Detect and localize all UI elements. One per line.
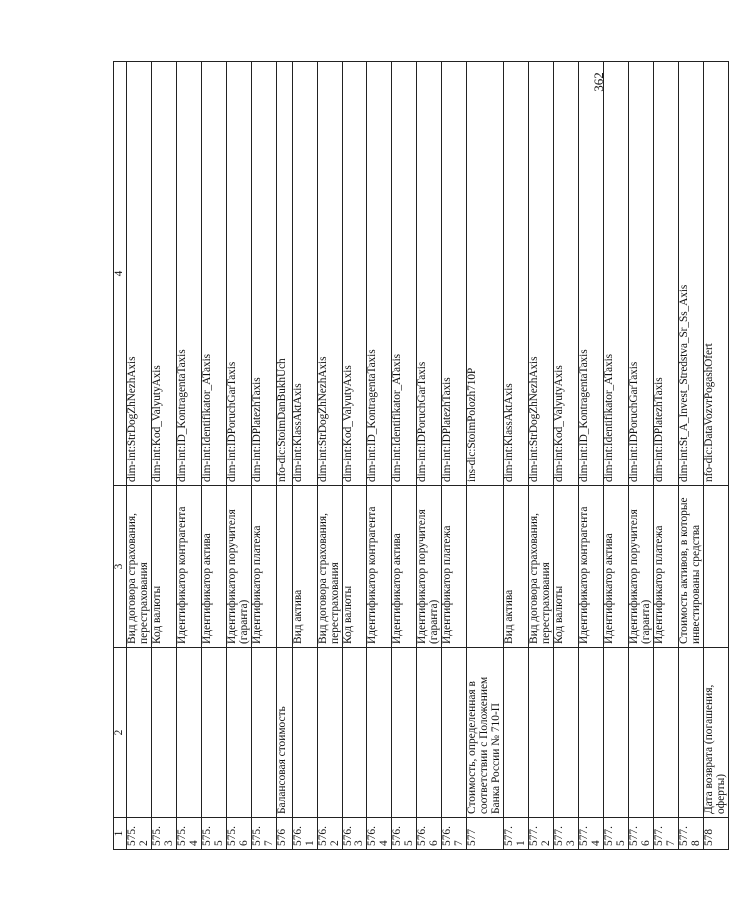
- element-code-cell: dim-int:ID_KontragentaTaxis: [176, 62, 201, 486]
- dimension-name-cell: Вид актива: [504, 486, 529, 648]
- table-row: [529, 62, 554, 850]
- element-code-cell: dim-int:Kod_ValyutyAxis: [554, 62, 579, 486]
- row-number-cell: 577.7: [653, 818, 678, 850]
- table-row: [678, 62, 703, 850]
- element-code-cell: dim-int:StrDogZhNezhAxis: [317, 62, 342, 486]
- indicator-name-cell: [342, 648, 367, 818]
- table-row: [467, 62, 504, 850]
- row-number-cell: 576.2: [317, 818, 342, 850]
- element-code-cell: dim-int:IDPoruchGarTaxis: [417, 62, 442, 486]
- row-number-cell: 577.1: [504, 818, 529, 850]
- table-row: [342, 62, 367, 850]
- table-row: [292, 62, 317, 850]
- element-code-cell: dim-int:IDPoruchGarTaxis: [226, 62, 251, 486]
- row-number-cell: 576.4: [367, 818, 392, 850]
- dimension-name-cell: Вид договора страхования, перестрахования: [529, 486, 554, 648]
- row-number-cell: 576.1: [292, 818, 317, 850]
- dimension-name-cell: [467, 486, 504, 648]
- element-code-cell: dim-int:ID_KontragentaTaxis: [367, 62, 392, 486]
- dimension-name-cell: Идентификатор актива: [201, 486, 226, 648]
- dimension-name-cell: Идентификатор поручителя (гаранта): [226, 486, 251, 648]
- table-row: [151, 62, 176, 850]
- element-code-cell: dim-int:StrDogZhNezhAxis: [529, 62, 554, 486]
- indicator-name-cell: [176, 648, 201, 818]
- table-row: [442, 62, 467, 850]
- table-row: [504, 62, 529, 850]
- dimension-name-cell: Идентификатор поручителя (гаранта): [417, 486, 442, 648]
- row-number-cell: 576.7: [442, 818, 467, 850]
- table-row: [653, 62, 678, 850]
- header-cell: 1: [114, 818, 127, 850]
- dimension-name-cell: [703, 486, 728, 648]
- row-number-cell: 578: [703, 818, 728, 850]
- dimension-name-cell: Идентификатор контрагента: [579, 486, 604, 648]
- dimension-name-cell: Идентификатор актива: [392, 486, 417, 648]
- table-row: [201, 62, 226, 850]
- table-row: [317, 62, 342, 850]
- element-code-cell: nfo-dic:StoimDanBukhUch: [276, 62, 292, 486]
- table-row: [127, 62, 152, 850]
- element-code-cell: dim-int:IDPlatezhTaxis: [442, 62, 467, 486]
- table-row: [176, 62, 201, 850]
- element-code-cell: dim-int:ID_KontragentaTaxis: [579, 62, 604, 486]
- table-row: [554, 62, 579, 850]
- row-number-cell: 575.2: [127, 818, 152, 850]
- indicator-name-cell: [678, 648, 703, 818]
- element-code-cell: dim-int:IDPlatezhTaxis: [653, 62, 678, 486]
- row-number-cell: 575.7: [251, 818, 276, 850]
- dimension-name-cell: Идентификатор контрагента: [367, 486, 392, 648]
- indicator-name-cell: [201, 648, 226, 818]
- dimension-name-cell: Код валюты: [151, 486, 176, 648]
- data-table: [113, 61, 729, 850]
- element-code-cell: dim-int:Kod_ValyutyAxis: [151, 62, 176, 486]
- dimension-name-cell: Вид договора страхования, перестрахования: [127, 486, 152, 648]
- indicator-name-cell: [442, 648, 467, 818]
- row-number-cell: 575.5: [201, 818, 226, 850]
- row-number-cell: 577.3: [554, 818, 579, 850]
- element-code-cell: dim-int:Identifikator_ATaxis: [201, 62, 226, 486]
- element-code-cell: dim-int:StrDogZhNezhAxis: [127, 62, 152, 486]
- dimension-name-cell: [276, 486, 292, 648]
- indicator-name-cell: [317, 648, 342, 818]
- row-number-cell: 577: [467, 818, 504, 850]
- row-number-cell: 577.8: [678, 818, 703, 850]
- element-code-cell: nfo-dic:DataVozvrPogashOfert: [703, 62, 728, 486]
- dimension-name-cell: Стоимость активов, в которые инвестированы средства: [678, 486, 703, 648]
- dimension-name-cell: Идентификатор платежа: [442, 486, 467, 648]
- dimension-name-cell: Идентификатор платежа: [653, 486, 678, 648]
- row-number-cell: 575.3: [151, 818, 176, 850]
- element-code-cell: dim-int:KlassAktAxis: [504, 62, 529, 486]
- table-row: [703, 62, 728, 850]
- indicator-name-cell: [367, 648, 392, 818]
- table-row: [392, 62, 417, 850]
- element-code-cell: dim-int:IDPoruchGarTaxis: [628, 62, 653, 486]
- indicator-name-cell: [292, 648, 317, 818]
- table-row: [628, 62, 653, 850]
- row-number-cell: 576: [276, 818, 292, 850]
- element-code-cell: dim-int:Identifikator_ATaxis: [603, 62, 628, 486]
- element-code-cell: dim-int:St_A_Invest_Stredstva_Sr_Ss_Axis: [678, 62, 703, 486]
- indicator-name-cell: [226, 648, 251, 818]
- header-cell: 4: [114, 62, 127, 486]
- dimension-name-cell: Вид договора страхования, перестрахования: [317, 486, 342, 648]
- indicator-name-cell: [504, 648, 529, 818]
- element-code-cell: dim-int:IDPlatezhTaxis: [251, 62, 276, 486]
- table-row: [579, 62, 604, 850]
- row-number-cell: 577.2: [529, 818, 554, 850]
- header-cell: 2: [114, 648, 127, 818]
- dimension-name-cell: Идентификатор платежа: [251, 486, 276, 648]
- indicator-name-cell: [392, 648, 417, 818]
- element-code-cell: ins-dic:StoimPolozh710P: [467, 62, 504, 486]
- row-number-cell: 577.5: [603, 818, 628, 850]
- indicator-name-cell: [417, 648, 442, 818]
- row-number-cell: 576.5: [392, 818, 417, 850]
- table-row: [367, 62, 392, 850]
- table-row: [226, 62, 251, 850]
- element-code-cell: dim-int:Identifikator_ATaxis: [392, 62, 417, 486]
- dimension-name-cell: Вид актива: [292, 486, 317, 648]
- indicator-name-cell: [151, 648, 176, 818]
- dimension-name-cell: Идентификатор актива: [603, 486, 628, 648]
- indicator-name-cell: [603, 648, 628, 818]
- row-number-cell: 577.4: [579, 818, 604, 850]
- element-code-cell: dim-int:Kod_ValyutyAxis: [342, 62, 367, 486]
- element-code-cell: dim-int:KlassAktAxis: [292, 62, 317, 486]
- table-row: [251, 62, 276, 850]
- table-row: [417, 62, 442, 850]
- indicator-name-cell: [579, 648, 604, 818]
- row-number-cell: 575.4: [176, 818, 201, 850]
- indicator-name-cell: Дата возврата (погашения, оферты): [703, 648, 728, 818]
- row-number-cell: 576.6: [417, 818, 442, 850]
- dimension-name-cell: Код валюты: [554, 486, 579, 648]
- dimension-name-cell: Код валюты: [342, 486, 367, 648]
- row-number-cell: 577.6: [628, 818, 653, 850]
- indicator-name-cell: [628, 648, 653, 818]
- row-number-cell: 575.6: [226, 818, 251, 850]
- dimension-name-cell: Идентификатор поручителя (гаранта): [628, 486, 653, 648]
- indicator-name-cell: [251, 648, 276, 818]
- indicator-name-cell: [554, 648, 579, 818]
- table-header-row: [114, 62, 127, 850]
- indicator-name-cell: [653, 648, 678, 818]
- dimension-name-cell: Идентификатор контрагента: [176, 486, 201, 648]
- page-number: 362: [591, 72, 606, 92]
- indicator-name-cell: Балансовая стоимость: [276, 648, 292, 818]
- indicator-name-cell: Стоимость, определенная в соответствии с Положением Банка России № 710-П: [467, 648, 504, 818]
- table-row: [276, 62, 292, 850]
- indicator-name-cell: [529, 648, 554, 818]
- table-row: [603, 62, 628, 850]
- indicator-name-cell: [127, 648, 152, 818]
- header-cell: 3: [114, 486, 127, 648]
- row-number-cell: 576.3: [342, 818, 367, 850]
